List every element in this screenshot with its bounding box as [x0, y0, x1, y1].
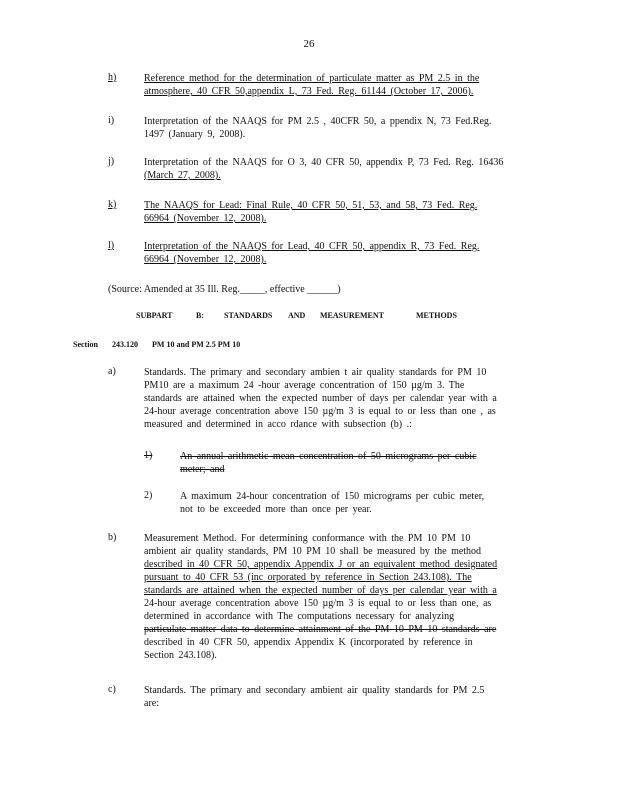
item-line: not to be exceeded more than once per year.: [180, 504, 372, 515]
list-item: [108, 115, 518, 141]
item-line: Measurement Method. For determining conformance with the PM 10 PM 10: [144, 533, 471, 544]
section-label: Section: [73, 340, 98, 349]
item-line: particulate matter data to determine attainment of the PM 10 PM 10 standards are: [144, 624, 497, 635]
item-line: A maximum 24-hour concentration of 150 micrograms per cubic meter,: [180, 491, 485, 502]
item-line: Interpretation of the NAAQS for PM 2.5 , 40CFR 50, a ppendix N, 73 Fed.Reg.: [144, 116, 492, 127]
subpart-word: B:: [196, 311, 204, 320]
item-line: are:: [144, 698, 159, 709]
section-a-sub1: [144, 450, 520, 476]
subpart-word: AND: [288, 311, 306, 320]
page-number: 26: [303, 38, 315, 50]
list-item: [108, 199, 518, 225]
item-line: standards are attained when the expected number of days per calendar year with a: [144, 393, 497, 404]
item-line: Reference method for the determination of particulate matter as PM 2.5 in the: [144, 73, 480, 84]
item-line: Standards. The primary and secondary ambient air quality standards for PM 2.5: [144, 685, 485, 696]
item-line: Standards. The primary and secondary ambien t air quality standards for PM 10: [144, 367, 487, 378]
section-a: [108, 366, 518, 431]
source-note: [108, 283, 518, 296]
item-line: Interpretation of the NAAQS for O 3, 40 CFR 50, appendix P, 73 Fed. Reg. 16436: [144, 157, 504, 168]
section-title: PM 10 and PM 2.5 PM 10: [152, 340, 241, 349]
item-marker: b): [108, 532, 117, 543]
item-marker: j): [108, 156, 115, 167]
item-line: atmosphere, 40 CFR 50,appendix L, 73 Fed. Reg. 61144 (October 17, 2006).: [144, 86, 474, 97]
subpart-word: METHODS: [416, 311, 457, 320]
item-line: An annual arithmetic mean concentration of 50 micrograms per cubic: [180, 451, 477, 462]
item-line: Section 243.108).: [144, 650, 217, 661]
item-line: standards are attained when the expected number of days per calendar year with a: [144, 585, 497, 596]
subpart-word: MEASUREMENT: [320, 311, 385, 320]
subpart-word: SUBPART: [136, 311, 173, 320]
item-marker: h): [108, 72, 117, 83]
item-marker: c): [108, 684, 116, 695]
item-line: measured and determined in acco rdance with subsection (b) .:: [144, 419, 412, 430]
list-item: [108, 72, 518, 98]
item-line: determined in accordance with The computations necessary for analyzing: [144, 611, 455, 622]
section-c: [108, 684, 518, 710]
section-b: [108, 532, 518, 662]
item-line: meter; and: [180, 464, 225, 475]
item-line: 1497 (January 9, 2008).: [144, 129, 246, 140]
item-marker: 2): [144, 490, 153, 501]
source-note-text: (Source: Amended at 35 Ill. Reg._____, effective ______): [108, 284, 341, 295]
subpart-word: STANDARDS: [224, 311, 273, 320]
item-line: ambient air quality standards, PM 10 PM 10 shall be measured by the method: [144, 546, 482, 557]
item-line: pursuant to 40 CFR 53 (inc orporated by reference in Section 243.108). The: [144, 572, 472, 583]
item-line: described in 40 CFR 50, appendix Appendix J or an equivalent method designated: [144, 559, 498, 570]
item-line: 66964 (November 12, 2008).: [144, 254, 267, 265]
list-item: [108, 156, 518, 182]
item-line: 66964 (November 12, 2008).: [144, 213, 267, 224]
item-marker: 1): [144, 450, 153, 461]
item-marker: i): [108, 115, 115, 126]
section-number: 243.120: [112, 340, 138, 349]
section-a-sub2: [144, 490, 520, 516]
item-marker: a): [108, 366, 116, 377]
item-marker: k): [108, 199, 117, 210]
item-line: The NAAQS for Lead: Final Rule, 40 CFR 50, 51, 53, and 58, 73 Fed. Reg.: [144, 200, 478, 211]
item-line: 24-hour average concentration above 150 µg/m 3 is equal to or less than one, as: [144, 598, 492, 609]
item-marker: l): [108, 240, 115, 251]
list-item: [108, 240, 518, 266]
item-line: (March 27, 2008).: [144, 170, 221, 181]
item-line: 24-hour average concentration above 150 µg/m 3 is equal to or less than one , as: [144, 406, 496, 417]
item-line: Interpretation of the NAAQS for Lead, 40 CFR 50, appendix R, 73 Fed. Reg.: [144, 241, 480, 252]
item-line: described in 40 CFR 50, appendix Appendix K (incorporated by reference in: [144, 637, 473, 648]
item-line: PM10 are a maximum 24 -hour average concentration of 150 µg/m 3. The: [144, 380, 465, 391]
